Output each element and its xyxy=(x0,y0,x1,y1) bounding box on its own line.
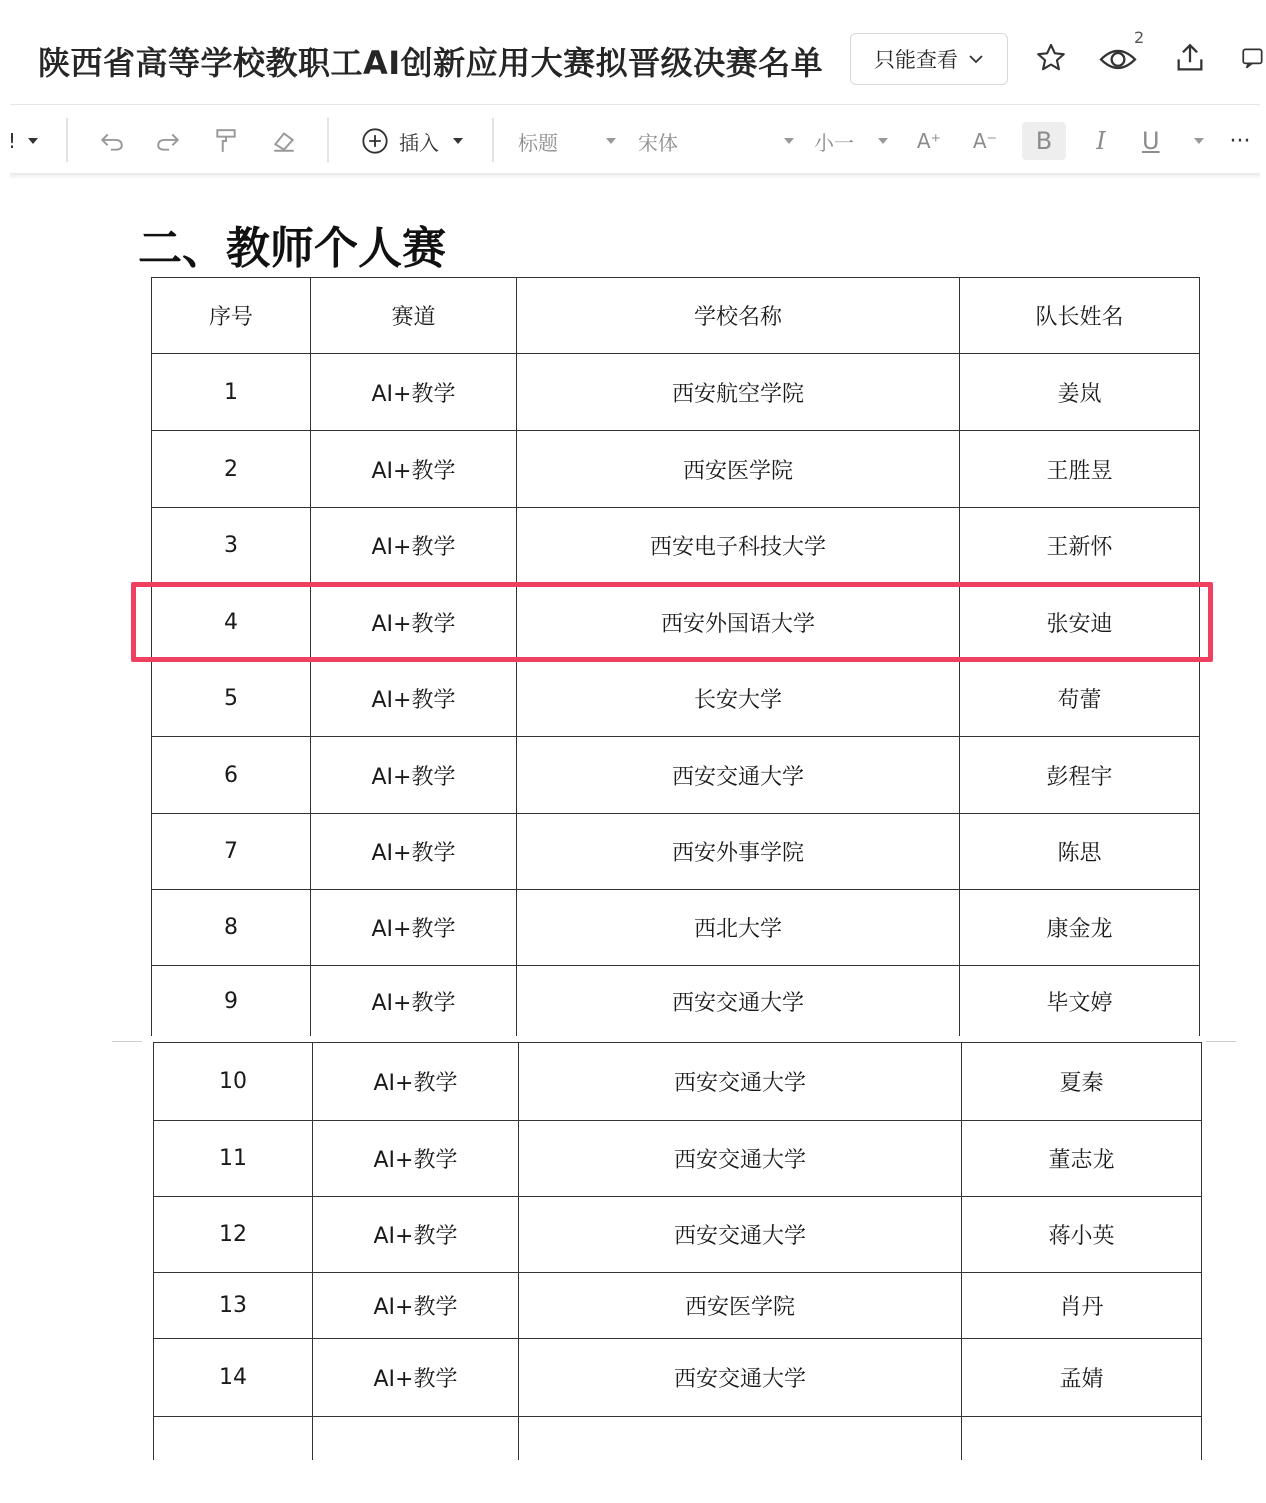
toolbar-shadow xyxy=(10,173,1260,179)
cell-index: 6 xyxy=(152,737,311,814)
editor-toolbar xyxy=(0,112,1266,170)
cell-captain: 孟婧 xyxy=(962,1339,1202,1417)
eraser-icon[interactable] xyxy=(264,122,304,160)
table-row xyxy=(154,1339,1202,1417)
paragraph-style-label: 标题 xyxy=(518,130,558,155)
page-break-marker xyxy=(112,1041,142,1042)
cell-index: 1 xyxy=(152,354,311,431)
cell-index: 2 xyxy=(152,431,311,508)
section-heading: 二、教师个人赛 xyxy=(138,223,446,274)
cell-captain: 姜岚 xyxy=(960,354,1200,431)
page-gap xyxy=(140,1036,1210,1041)
cell-captain: 董志龙 xyxy=(962,1121,1202,1197)
font-increase-button[interactable]: A⁺ xyxy=(916,129,942,153)
table-header-row xyxy=(152,278,1200,354)
toolbar-separator xyxy=(66,118,68,162)
cell-school: 长安大学 xyxy=(517,661,960,737)
toolbar-separator xyxy=(492,118,494,162)
caret-down-icon xyxy=(782,136,796,146)
cell-index: 10 xyxy=(154,1043,313,1121)
table-row xyxy=(152,966,1200,1038)
cell-index: 8 xyxy=(152,890,311,966)
column-header: 赛道 xyxy=(311,278,517,354)
cell-track: AI+教学 xyxy=(311,814,517,890)
cell-track: AI+教学 xyxy=(313,1197,519,1273)
cell-captain: 肖丹 xyxy=(962,1273,1202,1339)
cell-track: AI+教学 xyxy=(311,661,517,737)
table-row xyxy=(152,890,1200,966)
view-mode-dropdown[interactable] xyxy=(850,33,1008,85)
table-row xyxy=(152,354,1200,431)
cell-school: 西安交通大学 xyxy=(519,1121,962,1197)
cell-captain: 陈思 xyxy=(960,814,1200,890)
cell-captain: 王新怀 xyxy=(960,508,1200,584)
table-row xyxy=(154,1273,1202,1339)
insert-button[interactable] xyxy=(356,122,470,160)
column-header: 学校名称 xyxy=(517,278,960,354)
highlight-annotation-box xyxy=(131,582,1213,662)
viewport-bottom-edge xyxy=(0,1460,1266,1503)
finalists-table-page2 xyxy=(153,1042,1202,1493)
viewer-count-badge: 2 xyxy=(1134,28,1145,47)
comment-icon[interactable] xyxy=(1240,38,1266,78)
cell-index: 13 xyxy=(154,1273,313,1339)
cell-school: 西北大学 xyxy=(517,890,960,966)
cell-index: 14 xyxy=(154,1339,313,1417)
caret-down-icon xyxy=(876,136,890,146)
cell-school: 西安外国语大学 xyxy=(517,584,960,661)
cell-captain: 彭程宇 xyxy=(960,737,1200,814)
cell-captain: 夏秦 xyxy=(962,1043,1202,1121)
format-painter-icon[interactable] xyxy=(206,122,246,160)
table-row xyxy=(154,1043,1202,1121)
column-header: 序号 xyxy=(152,278,311,354)
cell-track: AI+教学 xyxy=(311,737,517,814)
cell-captain: 王胜昱 xyxy=(960,431,1200,508)
underline-dropdown[interactable] xyxy=(1142,122,1206,160)
cell-index: 11 xyxy=(154,1121,313,1197)
cell-track: AI+教学 xyxy=(313,1121,519,1197)
cell-captain: 康金龙 xyxy=(960,890,1200,966)
table-row xyxy=(152,737,1200,814)
undo-icon[interactable] xyxy=(92,122,132,160)
cell-captain: 苟蕾 xyxy=(960,661,1200,737)
plus-circle-icon xyxy=(361,127,389,155)
chevron-down-icon xyxy=(968,51,984,67)
truncated-dropdown[interactable] xyxy=(4,122,44,160)
table-row xyxy=(152,508,1200,584)
underline-label: U xyxy=(1142,127,1160,155)
cell-track: AI+教学 xyxy=(313,1339,519,1417)
font-decrease-button[interactable]: A⁻ xyxy=(972,129,998,153)
cell-index: 7 xyxy=(152,814,311,890)
table-row xyxy=(152,431,1200,508)
more-options-button[interactable]: ··· xyxy=(1229,128,1251,154)
cell-school: 西安航空学院 xyxy=(517,354,960,431)
title-bar xyxy=(0,0,1266,104)
cell-school: 西安交通大学 xyxy=(519,1043,962,1121)
caret-down-icon xyxy=(1192,136,1206,146)
table-row xyxy=(154,1121,1202,1197)
cell-captain: 张安迪 xyxy=(960,584,1200,661)
page-break-marker xyxy=(1206,1041,1236,1042)
caret-down-icon xyxy=(451,136,465,146)
star-icon[interactable] xyxy=(1031,38,1071,78)
table-row xyxy=(154,1197,1202,1273)
cell-school: 西安交通大学 xyxy=(517,966,960,1038)
cell-track: AI+教学 xyxy=(311,584,517,661)
cell-track: AI+教学 xyxy=(311,508,517,584)
caret-down-icon xyxy=(604,136,618,146)
font-family-label: 宋体 xyxy=(638,130,678,155)
table-row xyxy=(152,814,1200,890)
font-size-label: 小一 xyxy=(814,130,854,155)
caret-down-icon xyxy=(26,136,40,146)
cell-track: AI+教学 xyxy=(311,966,517,1038)
cell-track: AI+教学 xyxy=(311,890,517,966)
cell-index: 9 xyxy=(152,966,311,1038)
cell-index: 5 xyxy=(152,661,311,737)
font-size-dropdown[interactable] xyxy=(814,122,890,160)
cell-school: 西安医学院 xyxy=(519,1273,962,1339)
font-family-dropdown[interactable] xyxy=(638,122,796,160)
cell-school: 西安电子科技大学 xyxy=(517,508,960,584)
paragraph-style-dropdown[interactable] xyxy=(518,122,618,160)
cell-captain: 毕文婷 xyxy=(960,966,1200,1038)
cell-school: 西安医学院 xyxy=(517,431,960,508)
cell-school: 西安交通大学 xyxy=(519,1339,962,1417)
cell-track: AI+教学 xyxy=(313,1273,519,1339)
eye-viewers-icon[interactable] xyxy=(1098,38,1138,78)
table-row xyxy=(152,661,1200,737)
truncated-label: ! xyxy=(7,129,17,153)
cell-track: AI+教学 xyxy=(313,1043,519,1121)
cell-school: 西安交通大学 xyxy=(519,1197,962,1273)
column-header: 队长姓名 xyxy=(960,278,1200,354)
cell-school: 西安交通大学 xyxy=(517,737,960,814)
cell-captain: 蒋小英 xyxy=(962,1197,1202,1273)
cell-index: 12 xyxy=(154,1197,313,1273)
title-divider xyxy=(10,104,1260,105)
italic-button[interactable]: I xyxy=(1096,127,1106,155)
cell-track: AI+教学 xyxy=(311,431,517,508)
redo-icon[interactable] xyxy=(148,122,188,160)
cell-track: AI+教学 xyxy=(311,354,517,431)
toolbar-separator xyxy=(327,118,329,162)
cell-index: 3 xyxy=(152,508,311,584)
view-mode-label: 只能查看 xyxy=(874,48,958,72)
bold-button[interactable]: B xyxy=(1022,122,1066,160)
cell-index: 4 xyxy=(152,584,311,661)
insert-label: 插入 xyxy=(399,130,439,155)
document-title: 陕西省高等学校教职工AI创新应用大赛拟晋级决赛名单 xyxy=(38,44,824,82)
share-icon[interactable] xyxy=(1170,38,1210,78)
cell-school: 西安外事学院 xyxy=(517,814,960,890)
